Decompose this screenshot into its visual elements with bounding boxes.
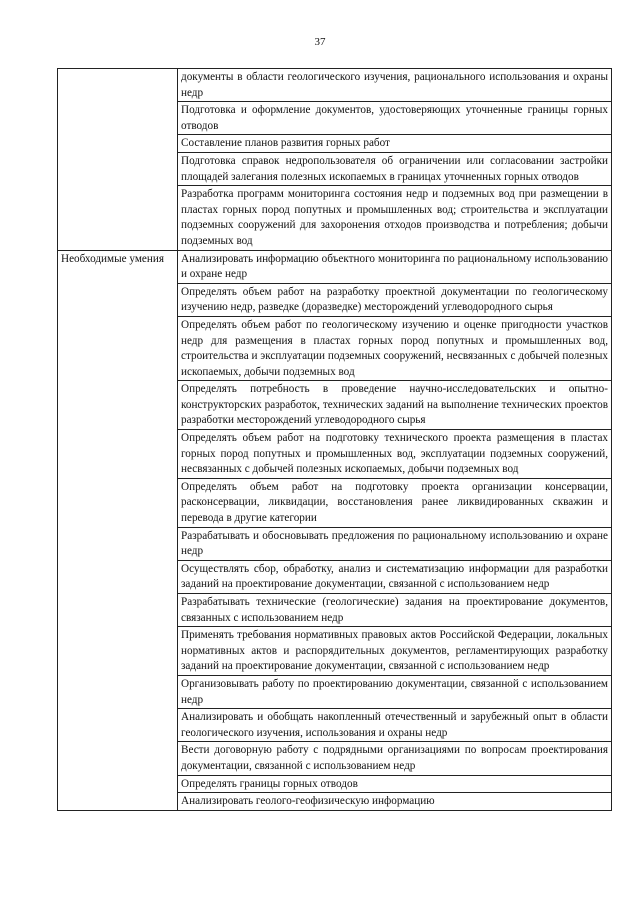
continued-label-cell	[58, 69, 178, 251]
table-cell-text: Определять объем работ на подготовку проекта организации консервации, расконсервации, ликвидации, восстановления ранее ликвидированных скважин и перевода в другие категории	[178, 478, 612, 527]
table-cell-text: Организовывать работу по проектированию документации, связанной с использованием недр	[178, 675, 612, 708]
table-cell-text: Разрабатывать и обосновывать предложения по рациональному использованию и охране недр	[178, 527, 612, 560]
table-cell-text: Определять границы горных отводов	[178, 775, 612, 793]
table-cell-text: Осуществлять сбор, обработку, анализ и систематизацию информации для разработки заданий на проектирование документации, связанной с использованием недр	[178, 560, 612, 593]
table-cell-text: Анализировать геолого-геофизическую информацию	[178, 793, 612, 811]
table-cell-text: Применять требования нормативных правовых актов Российской Федерации, локальных нормативных актов и распорядительных документов, регламентирующих разработку заданий на проектирование документации, связанной с использованием недр	[178, 627, 612, 676]
table-cell-text: Подготовка справок недропользователя об ограничении или согласовании застройки площадей залегания полезных ископаемых в границах уточненных горных отводов	[178, 152, 612, 185]
table-cell-text: Анализировать информацию объектного мониторинга по рациональному использованию и охране недр	[178, 250, 612, 283]
table-cell-text: Составление планов развития горных работ	[178, 135, 612, 153]
table-cell-text: Разработка программ мониторинга состояния недр и подземных вод при размещении в пластах горных пород попутных и промышленных вод; строительства и эксплуатации подземных сооружений для захоронения отходов производства и потребления; добычи подземных вод	[178, 186, 612, 250]
table-cell-text: Определять объем работ на разработку проектной документации по геологическому изучению недр, разведке (доразведке) месторождений углеводородного сырья	[178, 283, 612, 316]
table-row	[58, 250, 612, 283]
table-cell-text: Подготовка и оформление документов, удостоверяющих уточненные границы горных отводов	[178, 102, 612, 135]
table-cell-text: Анализировать и обобщать накопленный отечественный и зарубежный опыт в области геологического изучения, использования и охраны недр	[178, 709, 612, 742]
requirements-table	[57, 68, 612, 811]
table-cell-text: Определять потребность в проведение научно-исследовательских и опытно-конструкторских разработок, технических заданий на выполнение технических проектов разработки месторождений углеводородного сырья	[178, 381, 612, 430]
page-number: 37	[314, 36, 326, 48]
table-cell-text: Разрабатывать технические (геологические) задания на проектирование документов, связанных с использованием недр	[178, 594, 612, 627]
table-cell-text: Определять объем работ по геологическому изучению и оценке пригодности участков недр для размещения в пластах горных пород попутных и промышленных вод, строительства и эксплуатации подземных сооружений, несвязанных с добычей полезных ископаемых, добычи подземных вод	[178, 316, 612, 380]
skills-label-cell: Необходимые умения	[58, 250, 178, 810]
table-cell-text: Определять объем работ на подготовку технического проекта размещения в пластах горных пород попутных и промышленных вод, эксплуатации подземных сооружений, несвязанных с добычей полезных ископаемых, добычи подземных вод	[178, 430, 612, 479]
table-cell-text: Вести договорную работу с подрядными организациями по вопросам проектирования документации, связанной с использованием недр	[178, 742, 612, 775]
table-cell-text: документы в области геологического изучения, рационального использования и охраны недр	[178, 69, 612, 102]
table-row	[58, 69, 612, 102]
